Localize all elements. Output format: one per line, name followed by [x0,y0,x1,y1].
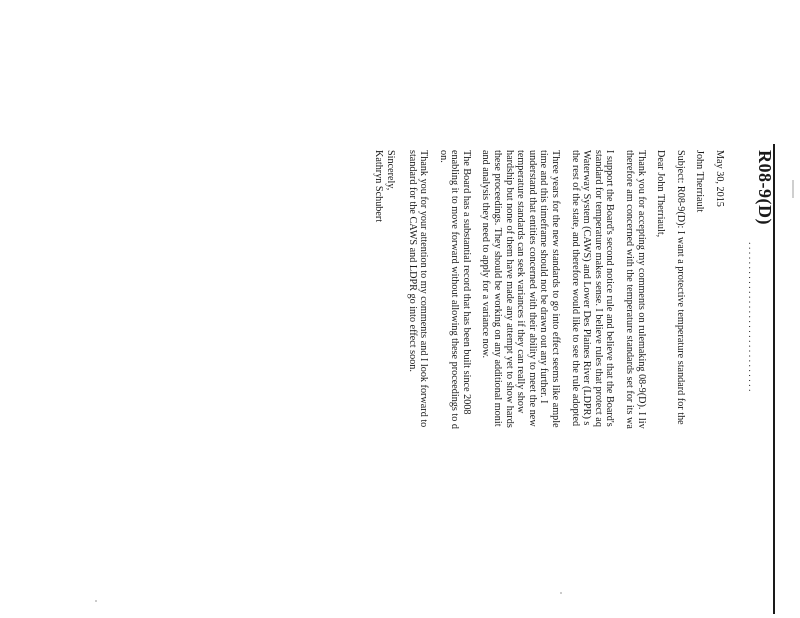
paragraph-1 [623,150,646,618]
paragraph-line: on. [437,150,449,163]
paragraph-3 [480,150,561,618]
paragraph-line: Thank you for your attention to my comments and I look forward to [418,150,430,428]
paragraph-line: Three years for the new standards to go into effect seems like ample [550,150,562,428]
paragraph-line: therefore am concerned with the temperature standards set for its wa [624,150,636,429]
subject-line: Subject: R08-9(D): I want a protective temperature standard for the [674,150,686,425]
closing: Sincerely, [384,150,396,191]
paragraph-line: standard for the CAWS and LDPR go into effect soon. [406,150,418,372]
paragraph-line: these proceedings. They should be working on any additional monit [492,150,504,427]
paragraph-line: Waterway System (CAWS) and Lower Des Plaines River (LDPR) s [581,150,593,426]
recipient-name: John Therriault [694,150,706,213]
paragraph-line: enabling it to move forward without allowing these proceedings to d [449,150,461,429]
paragraph-line: the rest of the state, and therefore would like to see the rule adopted [569,150,581,427]
salutation: Dear John Therriault, [655,150,667,238]
paragraph-2 [569,150,615,618]
paragraph-line: standard for temperature makes sense. I believe rules that protect aq [592,150,604,427]
paragraph-line: hardship but none of them have made any attempt yet to show hards [503,150,515,428]
paragraph-5 [406,150,429,618]
docket-title: R08-9(D) [755,150,775,225]
letter-date: May 30, 2015 [714,150,725,207]
paragraph-line: and analysis they need to apply for a variance now. [480,150,492,359]
paragraph-4 [437,150,472,618]
title-dot-leader: ............................... [746,242,757,394]
paragraph-line: understand that entities concerned with their ability to meet the new [526,150,538,427]
scan-margin-mark [792,180,794,198]
paragraph-line: Thank you for accepting my comments on rulemaking 08-9(D). I liv [635,150,647,429]
letter-body [373,150,775,618]
paragraph-line: temperature standards can seek variances if they can really show [515,150,527,414]
letter-header [736,150,775,618]
paragraph-line: time and this timeframe should not be drawn out any further. I [538,150,550,404]
scan-speck [95,600,97,602]
signature-name: Kathryn Schubert [373,150,385,223]
paragraph-line: The Board has a substantial record that has been built since 2008 [460,150,472,415]
paragraph-line: I support the Board's second notice rule and believe that the Board's [604,150,616,427]
